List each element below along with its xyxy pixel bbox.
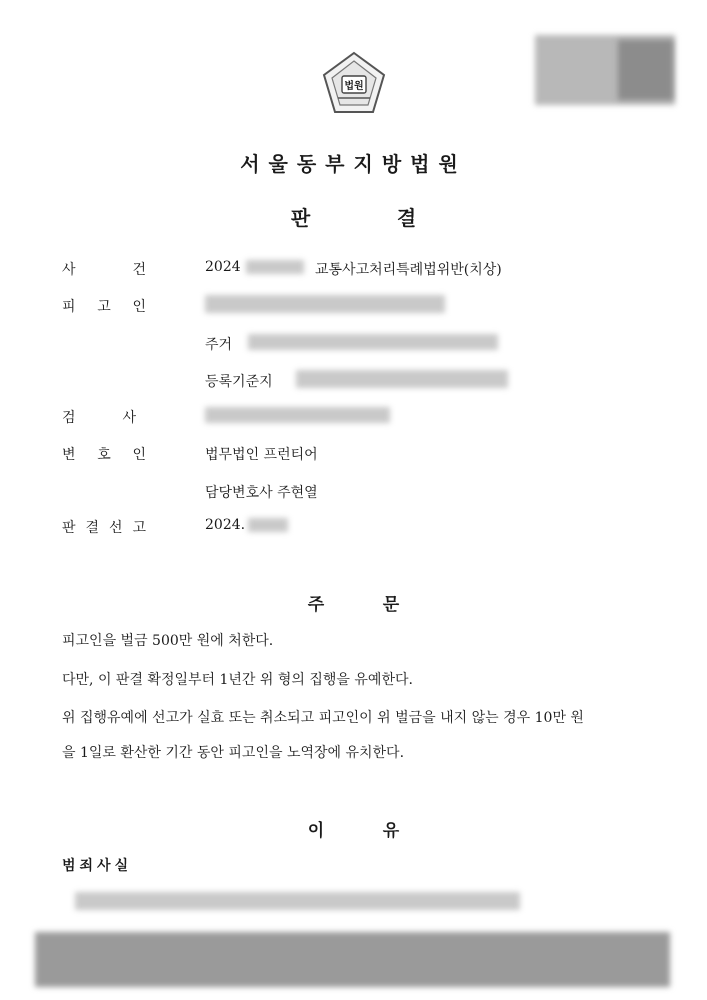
case-year: 2024 — [205, 259, 241, 275]
address-label: 주거 — [205, 337, 233, 353]
order-line: 피고인을 벌금 500만 원에 처한다. — [62, 633, 274, 649]
case-label: 사 건 — [62, 262, 146, 278]
defendant-label: 피 고 인 — [62, 299, 146, 315]
redacted-body-block — [35, 932, 670, 987]
redacted-verdict-date — [248, 518, 288, 532]
redacted-registry — [296, 370, 508, 388]
court-name: 서울동부지방법원 — [240, 152, 467, 176]
order-line: 다만, 이 판결 확정일부터 1년간 위 형의 집행을 유예한다. — [62, 672, 413, 688]
case-title: 교통사고처리특례법위반(치상) — [315, 262, 502, 278]
registry-label: 등록기준지 — [205, 374, 273, 390]
reasons-heading: 이 유 — [307, 821, 400, 841]
case-value — [205, 259, 241, 275]
document-title — [0, 202, 707, 231]
order-line: 위 집행유예에 선고가 실효 또는 취소되고 피고인이 위 벌금을 내지 않는 경우 10만 원 — [62, 710, 584, 726]
redacted-defendant — [205, 295, 445, 313]
counsel-attorney: 담당변호사 주현열 — [205, 485, 318, 501]
court-emblem — [320, 50, 388, 118]
order-line: 을 1일로 환산한 기간 동안 피고인을 노역장에 유치한다. — [62, 745, 405, 761]
crime-facts-heading: 범죄사실 — [62, 858, 133, 874]
redacted-crime-facts-line — [75, 892, 520, 910]
redacted-address — [248, 334, 498, 350]
prosecutor-label: 검 사 — [62, 410, 136, 426]
redacted-prosecutor — [205, 407, 390, 423]
counsel-firm: 법무법인 프런티어 — [205, 447, 318, 463]
emblem-text: 법원 — [344, 81, 364, 92]
redacted-case-number — [246, 260, 304, 274]
counsel-label: 변 호 인 — [62, 447, 146, 463]
verdict-date-value: 2024. — [205, 517, 246, 533]
title-char: 판 — [290, 206, 311, 230]
redacted-stamp-dark — [618, 40, 673, 100]
verdict-date-label: 판 결 선 고 — [62, 520, 146, 536]
title-char: 결 — [396, 206, 417, 230]
order-heading: 주 문 — [307, 595, 400, 615]
